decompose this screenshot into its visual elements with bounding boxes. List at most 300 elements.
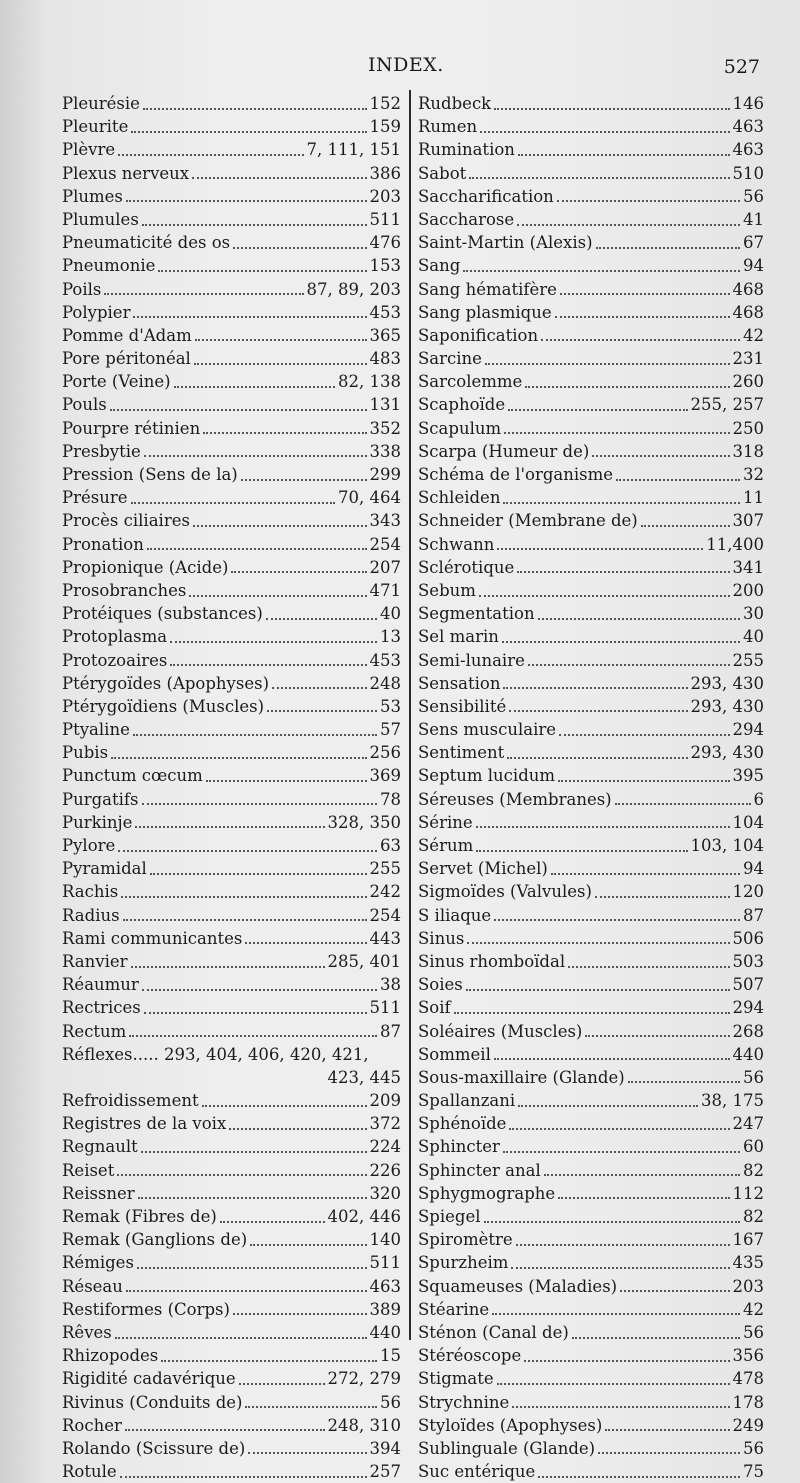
index-entry bbox=[418, 695, 764, 718]
dot-leader bbox=[516, 1244, 730, 1246]
index-page-refs: 53 bbox=[380, 696, 401, 716]
index-page-refs: 468 bbox=[732, 302, 764, 322]
index-term: Plexus nerveux bbox=[62, 163, 190, 183]
index-entry bbox=[418, 1043, 764, 1066]
index-entry bbox=[418, 463, 764, 486]
index-term: Rectrices bbox=[62, 998, 141, 1018]
index-term: Saponification bbox=[418, 325, 539, 345]
index-page-refs: 40 bbox=[380, 604, 401, 624]
dot-leader bbox=[147, 548, 367, 550]
dot-leader bbox=[143, 108, 367, 110]
index-entry bbox=[62, 1460, 401, 1483]
index-entry bbox=[62, 92, 401, 115]
index-entry bbox=[62, 533, 401, 556]
index-page-refs: 248, 310 bbox=[327, 1415, 401, 1435]
index-page-refs: 365 bbox=[369, 325, 401, 345]
index-page-refs: 372 bbox=[369, 1114, 401, 1134]
index-term: Soif bbox=[418, 998, 451, 1018]
index-entry bbox=[418, 440, 764, 463]
index-page-refs: 248 bbox=[369, 673, 401, 693]
dot-leader bbox=[497, 1383, 730, 1385]
index-term: Sensibilité bbox=[418, 696, 507, 716]
index-page-refs: 478 bbox=[732, 1369, 764, 1389]
dot-leader bbox=[598, 1452, 740, 1454]
index-page-refs: 440 bbox=[732, 1044, 764, 1064]
index-page-refs: 87 bbox=[380, 1021, 401, 1041]
index-page-refs: 30 bbox=[743, 604, 764, 624]
index-entry bbox=[418, 324, 764, 347]
dot-leader bbox=[596, 247, 740, 249]
index-entry bbox=[62, 1414, 401, 1437]
index-term: Servet (Michel) bbox=[418, 859, 548, 879]
index-term: Presbytie bbox=[62, 441, 141, 461]
dot-leader bbox=[512, 1406, 729, 1408]
index-page-refs: 435 bbox=[732, 1253, 764, 1273]
index-page-refs: 476 bbox=[369, 233, 401, 253]
index-term: Réaumur bbox=[62, 975, 139, 995]
index-term: Stéarine bbox=[418, 1299, 490, 1319]
index-term: Rivinus (Conduits de) bbox=[62, 1392, 243, 1412]
dot-leader bbox=[525, 386, 729, 388]
index-entry bbox=[418, 1020, 764, 1043]
index-term: Polypier bbox=[62, 302, 131, 322]
dot-leader bbox=[142, 224, 367, 226]
dot-leader bbox=[117, 1174, 366, 1176]
index-entry bbox=[418, 1112, 764, 1135]
index-term: Sarcine bbox=[418, 349, 482, 369]
index-term: Pore péritonéal bbox=[62, 349, 191, 369]
index-entry bbox=[62, 463, 401, 486]
dot-leader bbox=[220, 1221, 325, 1223]
dot-leader bbox=[233, 1313, 367, 1315]
index-entry bbox=[62, 162, 401, 185]
index-term: Rhizopodes bbox=[62, 1346, 159, 1366]
dot-leader bbox=[544, 1174, 740, 1176]
index-entry bbox=[62, 1321, 401, 1344]
index-term: Scaphoïde bbox=[418, 395, 506, 415]
index-entry bbox=[62, 973, 401, 996]
index-entry bbox=[62, 1020, 401, 1043]
dot-leader bbox=[559, 734, 729, 736]
index-entry bbox=[418, 1298, 764, 1321]
index-page-refs: 395 bbox=[732, 766, 764, 786]
index-page-refs: 463 bbox=[732, 140, 764, 160]
index-term: Spallanzani bbox=[418, 1091, 516, 1111]
index-term: Rumen bbox=[418, 117, 478, 137]
index-term: Schneider (Membrane de) bbox=[418, 511, 638, 531]
index-entry bbox=[418, 185, 764, 208]
index-page-refs: 254 bbox=[369, 905, 401, 925]
index-page-refs: 38 bbox=[380, 975, 401, 995]
index-term: Protozoaires bbox=[62, 650, 168, 670]
index-term: Prosobranches bbox=[62, 580, 187, 600]
index-entry bbox=[62, 1089, 401, 1112]
index-term: Sérum bbox=[418, 836, 474, 855]
index-page-refs: 507 bbox=[732, 975, 764, 995]
index-term: Ranvier bbox=[62, 951, 128, 971]
index-page-refs: 152 bbox=[369, 94, 401, 113]
index-entry bbox=[62, 1182, 401, 1205]
index-entry bbox=[62, 625, 401, 648]
index-entry bbox=[62, 741, 401, 764]
index-entry bbox=[62, 1043, 401, 1066]
page-title: INDEX. bbox=[368, 54, 444, 76]
dot-leader bbox=[585, 1035, 729, 1037]
index-page-refs: 356 bbox=[732, 1346, 764, 1366]
index-term: Sebum bbox=[418, 580, 476, 600]
dot-leader bbox=[193, 525, 367, 527]
dot-leader bbox=[605, 1429, 729, 1431]
index-term: Sigmoïdes (Valvules) bbox=[418, 882, 592, 902]
index-entry bbox=[62, 324, 401, 347]
index-entry bbox=[62, 486, 401, 509]
index-entry bbox=[418, 649, 764, 672]
index-entry bbox=[62, 880, 401, 903]
dot-leader bbox=[118, 154, 303, 156]
index-entry bbox=[62, 1367, 401, 1390]
dot-leader bbox=[110, 409, 367, 411]
index-term: Squameuses (Maladies) bbox=[418, 1276, 618, 1296]
index-term: Plèvre bbox=[62, 140, 116, 160]
index-entry bbox=[418, 115, 764, 138]
dot-leader bbox=[620, 1290, 729, 1292]
index-page-refs: 207 bbox=[369, 557, 401, 577]
index-entry bbox=[62, 1344, 401, 1367]
index-entry bbox=[62, 788, 401, 811]
index-column-left bbox=[62, 92, 401, 1483]
index-page-refs: 471 bbox=[369, 580, 401, 600]
dot-leader bbox=[229, 1128, 366, 1130]
dot-leader bbox=[135, 826, 324, 828]
index-page-refs: 32 bbox=[743, 465, 764, 484]
index-term: Rolando (Scissure de) bbox=[62, 1438, 246, 1458]
index-entry bbox=[62, 718, 401, 741]
index-page-refs: 120 bbox=[732, 882, 764, 902]
index-term: Reiset bbox=[62, 1160, 115, 1180]
index-term: Schleiden bbox=[418, 488, 501, 508]
index-entry bbox=[418, 927, 764, 950]
index-page-refs: 453 bbox=[369, 650, 401, 670]
dot-leader bbox=[558, 1197, 729, 1199]
index-page-refs: 7, 111, 151 bbox=[306, 140, 401, 160]
index-entry bbox=[62, 950, 401, 973]
dot-leader bbox=[174, 386, 335, 388]
index-page-refs: 318 bbox=[732, 441, 764, 461]
index-page-refs: 256 bbox=[369, 743, 401, 763]
index-page-refs: 328, 350 bbox=[327, 812, 401, 832]
index-entry bbox=[418, 1089, 764, 1112]
dot-leader bbox=[503, 687, 687, 689]
index-page-refs: 82, 138 bbox=[338, 372, 401, 392]
index-page-refs: 293, 430 bbox=[690, 696, 764, 716]
dot-leader bbox=[231, 571, 366, 573]
dot-leader bbox=[266, 618, 377, 620]
index-term: Septum lucidum bbox=[418, 766, 556, 786]
dot-leader bbox=[494, 919, 740, 921]
dot-leader bbox=[524, 1360, 729, 1362]
index-page-refs: 463 bbox=[732, 117, 764, 137]
index-entry bbox=[62, 1135, 401, 1158]
index-term: Rémiges bbox=[62, 1253, 134, 1273]
dot-leader bbox=[508, 409, 687, 411]
index-entry bbox=[62, 556, 401, 579]
dot-leader bbox=[125, 1429, 325, 1431]
dot-leader bbox=[245, 1406, 377, 1408]
dot-leader bbox=[142, 803, 378, 805]
index-page-refs: 104 bbox=[732, 812, 764, 832]
index-term: Purkinje bbox=[62, 812, 133, 832]
index-page-refs: 249 bbox=[732, 1415, 764, 1435]
index-term: Remak (Ganglions de) bbox=[62, 1230, 248, 1250]
index-term: S iliaque bbox=[418, 905, 492, 925]
index-entry bbox=[62, 1391, 401, 1414]
dot-leader bbox=[248, 1452, 366, 1454]
index-term: Sentiment bbox=[418, 743, 505, 763]
index-term: Pneumaticité des os bbox=[62, 233, 231, 253]
index-entry bbox=[418, 370, 764, 393]
index-entry bbox=[62, 695, 401, 718]
index-entry bbox=[418, 950, 764, 973]
dot-leader bbox=[272, 687, 366, 689]
dot-leader bbox=[476, 850, 687, 852]
index-term: Sphénoïde bbox=[418, 1114, 507, 1134]
index-term: Sensation bbox=[418, 673, 501, 693]
index-entry bbox=[418, 278, 764, 301]
index-entry bbox=[418, 1159, 764, 1182]
index-entry bbox=[418, 1228, 764, 1251]
index-page-refs: 200 bbox=[732, 580, 764, 600]
index-entry bbox=[62, 1251, 401, 1274]
dot-leader bbox=[502, 641, 740, 643]
index-term: Présure bbox=[62, 488, 128, 508]
index-page-refs: 254 bbox=[369, 534, 401, 554]
index-page-refs: 307 bbox=[732, 511, 764, 531]
index-page-refs: 423, 445 bbox=[327, 1067, 401, 1087]
index-entry bbox=[62, 254, 401, 277]
index-page-refs: 443 bbox=[369, 928, 401, 948]
dot-leader bbox=[129, 1035, 377, 1037]
index-page-refs: 87 bbox=[743, 905, 764, 925]
index-entry bbox=[418, 138, 764, 161]
index-term: Schwann bbox=[418, 534, 495, 554]
index-entry bbox=[418, 1182, 764, 1205]
dot-leader bbox=[202, 1105, 367, 1107]
index-entry bbox=[418, 996, 764, 1019]
index-entry bbox=[62, 764, 401, 787]
index-term: Soléaires (Muscles) bbox=[418, 1021, 583, 1041]
index-page-refs: 56 bbox=[380, 1392, 401, 1412]
dot-leader bbox=[206, 780, 367, 782]
index-term: Sténon (Canal de) bbox=[418, 1322, 569, 1342]
dot-leader bbox=[161, 1360, 377, 1362]
index-term: Rami communicantes bbox=[62, 928, 243, 948]
index-term: Rotule bbox=[62, 1462, 117, 1482]
index-page-refs: 386 bbox=[369, 163, 401, 183]
index-term: Spiegel bbox=[418, 1207, 481, 1226]
index-entry bbox=[418, 231, 764, 254]
dot-leader bbox=[560, 293, 730, 295]
dot-leader bbox=[192, 177, 366, 179]
dot-leader bbox=[104, 293, 303, 295]
index-entry bbox=[418, 1460, 764, 1483]
dot-leader bbox=[467, 942, 729, 944]
index-entry bbox=[62, 417, 401, 440]
dot-leader bbox=[503, 1151, 740, 1153]
index-entry bbox=[418, 741, 764, 764]
dot-leader bbox=[492, 1313, 740, 1315]
index-page-refs: 82 bbox=[743, 1160, 764, 1180]
dot-leader bbox=[503, 502, 740, 504]
index-term: Pubis bbox=[62, 743, 109, 763]
index-page-refs: 402, 446 bbox=[327, 1207, 401, 1226]
index-term: Refroidissement bbox=[62, 1091, 199, 1111]
index-term: Propionique (Acide) bbox=[62, 557, 229, 577]
index-term: Pomme d'Adam bbox=[62, 325, 192, 345]
dot-leader bbox=[507, 757, 687, 759]
index-entry bbox=[418, 1367, 764, 1390]
index-page-refs: 226 bbox=[369, 1160, 401, 1180]
index-entry bbox=[62, 1275, 401, 1298]
index-entry bbox=[418, 788, 764, 811]
index-page-refs: 42 bbox=[743, 1299, 764, 1319]
index-page-refs: 209 bbox=[369, 1091, 401, 1111]
dot-leader bbox=[170, 664, 366, 666]
index-page-refs: 103, 104 bbox=[690, 836, 764, 855]
index-page-refs: 131 bbox=[369, 395, 401, 415]
dot-leader bbox=[121, 896, 366, 898]
index-entry bbox=[418, 764, 764, 787]
dot-leader bbox=[541, 339, 740, 341]
page-header bbox=[0, 54, 800, 84]
index-term: Protoplasma bbox=[62, 627, 168, 647]
dot-leader bbox=[558, 780, 729, 782]
index-entry bbox=[418, 162, 764, 185]
index-term: Porte (Veine) bbox=[62, 372, 171, 392]
index-page-refs: 511 bbox=[369, 209, 401, 229]
index-term: Rudbeck bbox=[418, 94, 492, 113]
index-term: Sérine bbox=[418, 812, 473, 832]
dot-leader bbox=[144, 1012, 367, 1014]
index-page-refs: 272, 279 bbox=[327, 1369, 401, 1389]
dot-leader bbox=[189, 595, 366, 597]
index-term: Soies bbox=[418, 975, 463, 995]
index-page-refs: 260 bbox=[732, 372, 764, 392]
index-entry bbox=[418, 1437, 764, 1460]
index-entry bbox=[62, 1112, 401, 1135]
index-term: Sel marin bbox=[418, 627, 499, 647]
index-page-refs: 503 bbox=[732, 951, 764, 971]
index-page-refs: 483 bbox=[369, 349, 401, 369]
dot-leader bbox=[538, 1476, 740, 1478]
index-page-refs: 140 bbox=[369, 1230, 401, 1250]
dot-leader bbox=[595, 896, 730, 898]
index-page-refs: 159 bbox=[369, 117, 401, 137]
index-page-refs: 63 bbox=[380, 836, 401, 855]
index-term: Poils bbox=[62, 279, 102, 299]
dot-leader bbox=[203, 432, 366, 434]
dot-leader bbox=[509, 1128, 729, 1130]
dot-leader bbox=[245, 942, 366, 944]
index-page-refs: 294 bbox=[732, 998, 764, 1018]
index-page-refs: 511 bbox=[369, 998, 401, 1018]
index-entry bbox=[62, 347, 401, 370]
index-term: Rectum bbox=[62, 1021, 127, 1041]
index-term: Procès ciliaires bbox=[62, 511, 190, 531]
dot-leader bbox=[158, 270, 366, 272]
dot-leader bbox=[123, 919, 367, 921]
index-term: Pression (Sens de la) bbox=[62, 465, 238, 484]
index-page-refs: 67 bbox=[743, 233, 764, 253]
index-entry bbox=[62, 138, 401, 161]
dot-leader bbox=[241, 479, 367, 481]
dot-leader bbox=[592, 455, 729, 457]
dot-leader bbox=[137, 1267, 367, 1269]
dot-leader bbox=[454, 1012, 730, 1014]
index-page-refs: 167 bbox=[732, 1230, 764, 1250]
index-entry bbox=[62, 857, 401, 880]
index-term: Pylore bbox=[62, 836, 116, 855]
index-page-refs: 6 bbox=[753, 789, 764, 809]
dot-leader bbox=[517, 571, 729, 573]
index-entry bbox=[62, 811, 401, 834]
dot-leader bbox=[480, 131, 729, 133]
dot-leader bbox=[141, 1151, 367, 1153]
index-page-refs: 299 bbox=[369, 465, 401, 484]
index-entry bbox=[62, 1159, 401, 1182]
index-term: Pourpre rétinien bbox=[62, 418, 201, 438]
index-entry bbox=[418, 602, 764, 625]
dot-leader bbox=[479, 595, 730, 597]
index-page-refs: 75 bbox=[743, 1462, 764, 1482]
index-term: Sclérotique bbox=[418, 557, 515, 577]
dot-leader bbox=[131, 131, 366, 133]
index-page-refs: 257 bbox=[369, 1462, 401, 1482]
dot-leader bbox=[463, 270, 740, 272]
index-term: Radius bbox=[62, 905, 120, 925]
index-entry bbox=[62, 1437, 401, 1460]
index-term: Saint-Martin (Alexis) bbox=[418, 233, 593, 253]
index-page-refs: 203 bbox=[732, 1276, 764, 1296]
dot-leader bbox=[133, 316, 366, 318]
index-term: Rigidité cadavérique bbox=[62, 1369, 236, 1389]
dot-leader bbox=[126, 200, 367, 202]
index-term: Reissner bbox=[62, 1183, 135, 1203]
dot-leader bbox=[485, 363, 730, 365]
index-page-refs: 250 bbox=[732, 418, 764, 438]
index-page-refs: 15 bbox=[380, 1346, 401, 1366]
index-entry bbox=[62, 1066, 401, 1089]
index-entry bbox=[62, 278, 401, 301]
index-page-refs: 41 bbox=[743, 209, 764, 229]
index-page-refs: 70, 464 bbox=[338, 488, 401, 508]
index-term: Rocher bbox=[62, 1415, 122, 1435]
index-entry bbox=[418, 208, 764, 231]
index-entry bbox=[62, 440, 401, 463]
index-page-refs: 224 bbox=[369, 1137, 401, 1157]
index-term: Purgatifs bbox=[62, 789, 139, 809]
index-entry bbox=[62, 393, 401, 416]
index-entry bbox=[62, 115, 401, 138]
index-page-refs: 247 bbox=[732, 1114, 764, 1134]
index-page-refs: 11,400 bbox=[706, 534, 764, 554]
dot-leader bbox=[195, 339, 367, 341]
index-entry bbox=[62, 185, 401, 208]
index-entry bbox=[418, 1251, 764, 1274]
index-entry bbox=[418, 625, 764, 648]
index-entry bbox=[418, 880, 764, 903]
index-term: Schéma de l'organisme bbox=[418, 465, 614, 484]
index-term: Restiformes (Corps) bbox=[62, 1299, 230, 1319]
